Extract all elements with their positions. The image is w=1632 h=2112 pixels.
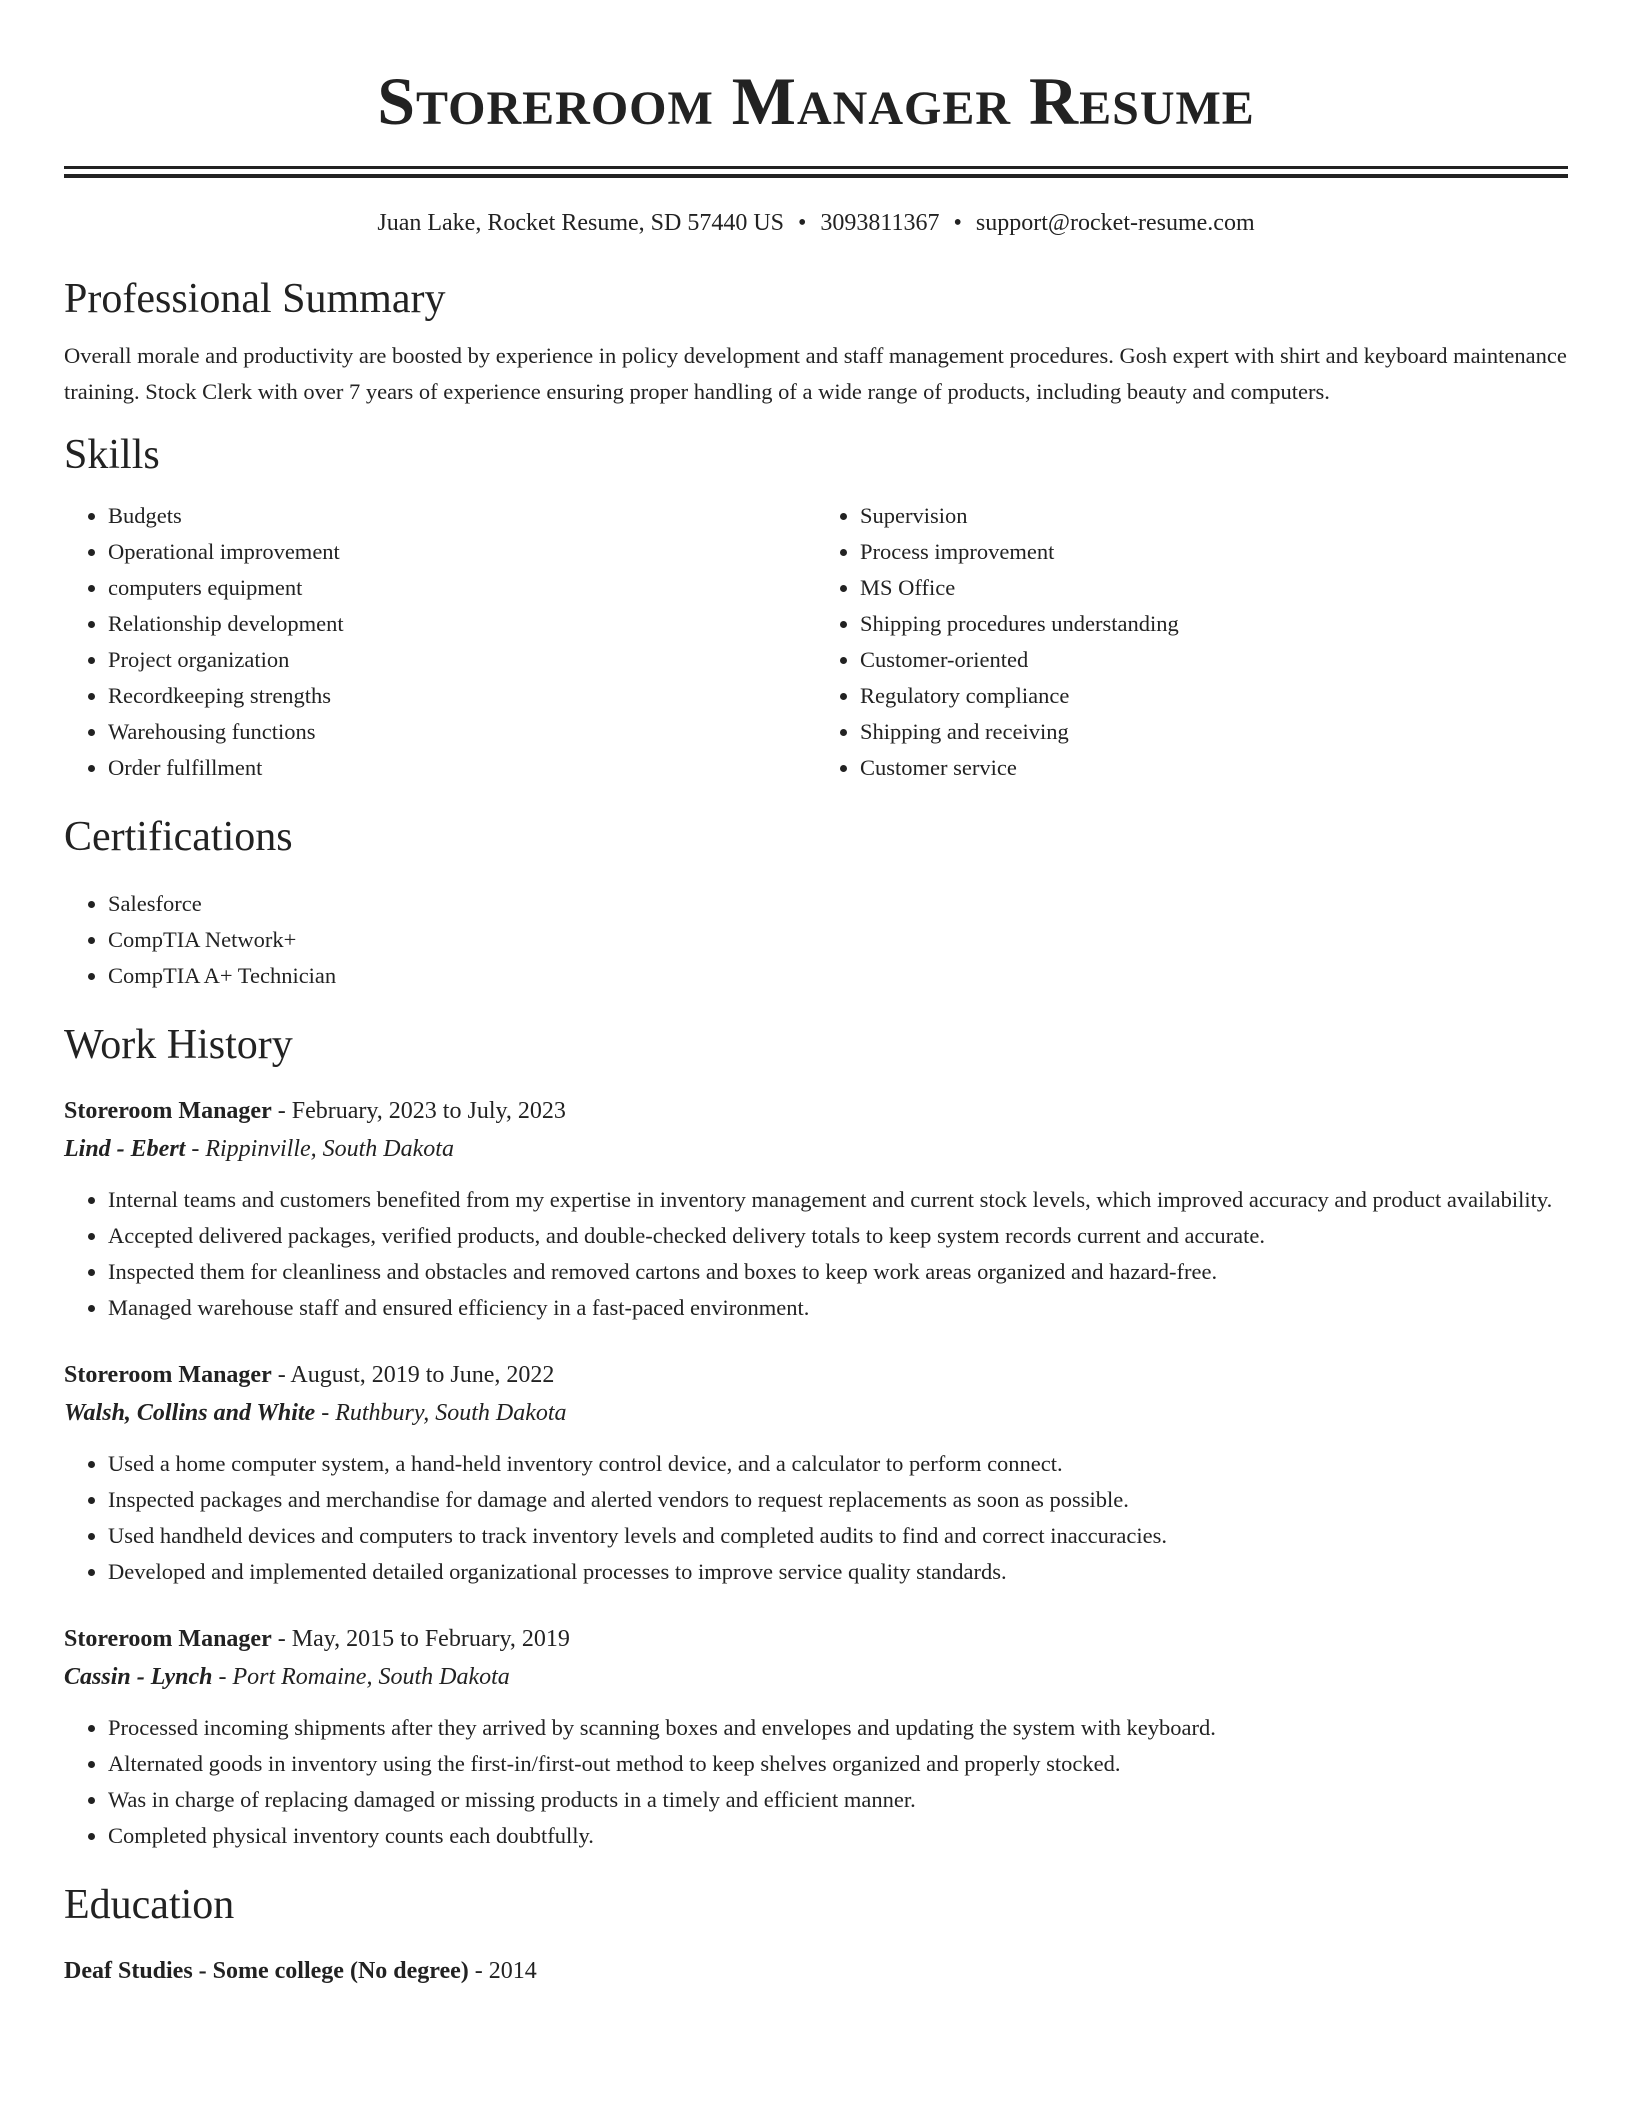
contact-phone: 3093811367 — [820, 210, 940, 236]
job-location: - Rippinville, South Dakota — [185, 1136, 454, 1162]
job-title: Storeroom Manager — [64, 1362, 272, 1388]
skill-item: • Operational improvement — [108, 534, 816, 570]
job-bullets — [64, 1446, 1568, 1590]
job-bullet: • Was in charge of replacing damaged or missing products in a timely and efficient manner. — [108, 1782, 1568, 1818]
job-location: - Port Romaine, South Dakota — [212, 1664, 510, 1690]
skills-list — [64, 498, 1568, 786]
bullet-separator: • — [798, 210, 807, 236]
job-entry — [64, 1092, 1568, 1326]
summary-heading: Professional Summary — [64, 276, 446, 322]
certifications-list — [64, 886, 1568, 994]
resume-title: Storeroom Manager Resume — [377, 63, 1255, 139]
skill-item: • MS Office — [860, 570, 1568, 606]
summary-text: Overall morale and productivity are boosted by experience in policy development and staff management procedures. Gosh expert with shirt and keyboard maintenance training. Stock Clerk with over 7 years of experience ensuring proper handling of a wide range of products, including beauty and computers. — [64, 343, 1567, 404]
job-company: Walsh, Collins and White — [64, 1400, 316, 1426]
job-bullets — [64, 1182, 1568, 1326]
contact-address: Juan Lake, Rocket Resume, SD 57440 US — [377, 210, 784, 236]
education-entry — [64, 1952, 1568, 1990]
job-dates: - February, 2023 to July, 2023 — [271, 1098, 566, 1124]
skill-item: • Supervision — [860, 498, 1568, 534]
certification-item: • CompTIA Network+ — [108, 922, 1568, 958]
work-history-heading: Work History — [64, 1022, 293, 1068]
certifications-heading: Certifications — [64, 814, 293, 860]
bullet-separator: • — [953, 210, 962, 236]
skill-item: • Relationship development — [108, 606, 816, 642]
education-degree: Deaf Studies - Some college (No degree) — [64, 1958, 469, 1984]
skill-item: • Project organization — [108, 642, 816, 678]
job-entry — [64, 1620, 1568, 1854]
skill-item: • Budgets — [108, 498, 816, 534]
job-bullet: • Used a home computer system, a hand-held inventory control device, and a calculator to perform connect. — [108, 1446, 1568, 1482]
contact-line — [64, 208, 1568, 238]
job-bullet: • Managed warehouse staff and ensured efficiency in a fast-paced environment. — [108, 1290, 1568, 1326]
job-dates: - May, 2015 to February, 2019 — [271, 1626, 570, 1652]
job-bullets — [64, 1710, 1568, 1854]
skill-item: • Shipping procedures understanding — [860, 606, 1568, 642]
skill-item: • Shipping and receiving — [860, 714, 1568, 750]
job-company-line — [64, 1658, 1568, 1696]
job-title-line — [64, 1620, 1568, 1658]
job-bullet: • Inspected them for cleanliness and obstacles and removed cartons and boxes to keep work areas organized and hazard-free. — [108, 1254, 1568, 1290]
job-title-line — [64, 1092, 1568, 1130]
job-company: Cassin - Lynch — [64, 1664, 213, 1690]
job-company-line — [64, 1394, 1568, 1432]
job-entry — [64, 1356, 1568, 1590]
job-company: Lind - Ebert — [64, 1136, 186, 1162]
job-bullet: • Inspected packages and merchandise for damage and alerted vendors to request replacements as soon as possible. — [108, 1482, 1568, 1518]
skill-item: • Customer-oriented — [860, 642, 1568, 678]
job-bullet: • Developed and implemented detailed organizational processes to improve service quality standards. — [108, 1554, 1568, 1590]
contact-email: support@rocket-resume.com — [975, 210, 1255, 236]
skill-item: • computers equipment — [108, 570, 816, 606]
job-title: Storeroom Manager — [64, 1098, 272, 1124]
job-bullet: • Completed physical inventory counts each doubtfully. — [108, 1818, 1568, 1854]
job-bullet: • Accepted delivered packages, verified products, and double-checked delivery totals to keep system records current and accurate. — [108, 1218, 1568, 1254]
job-dates: - August, 2019 to June, 2022 — [271, 1362, 555, 1388]
job-company-line — [64, 1130, 1568, 1168]
job-location: - Ruthbury, South Dakota — [315, 1400, 567, 1426]
job-bullet: • Internal teams and customers benefited from my expertise in inventory management and current stock levels, which improved accuracy and product availability. — [108, 1182, 1568, 1218]
skill-item: • Customer service — [860, 750, 1568, 786]
job-bullet: • Processed incoming shipments after they arrived by scanning boxes and envelopes and updating the system with keyboard. — [108, 1710, 1568, 1746]
title-divider — [64, 166, 1568, 178]
job-bullet: • Alternated goods in inventory using the first-in/first-out method to keep shelves organized and properly stocked. — [108, 1746, 1568, 1782]
skills-heading: Skills — [64, 432, 160, 478]
resume-page — [64, 0, 1568, 1990]
certification-item: • Salesforce — [108, 886, 1568, 922]
skill-item: • Warehousing functions — [108, 714, 816, 750]
skill-item: • Process improvement — [860, 534, 1568, 570]
education-year: - 2014 — [468, 1958, 537, 1984]
job-bullet: • Used handheld devices and computers to track inventory levels and completed audits to find and correct inaccuracies. — [108, 1518, 1568, 1554]
skill-item: • Recordkeeping strengths — [108, 678, 816, 714]
skill-item: • Order fulfillment — [108, 750, 816, 786]
education-heading: Education — [64, 1882, 235, 1928]
skills-column-right — [816, 498, 1568, 786]
job-title-line — [64, 1356, 1568, 1394]
certification-item: • CompTIA A+ Technician — [108, 958, 1568, 994]
job-title: Storeroom Manager — [64, 1626, 272, 1652]
skills-column-left — [64, 498, 816, 786]
skill-item: • Regulatory compliance — [860, 678, 1568, 714]
